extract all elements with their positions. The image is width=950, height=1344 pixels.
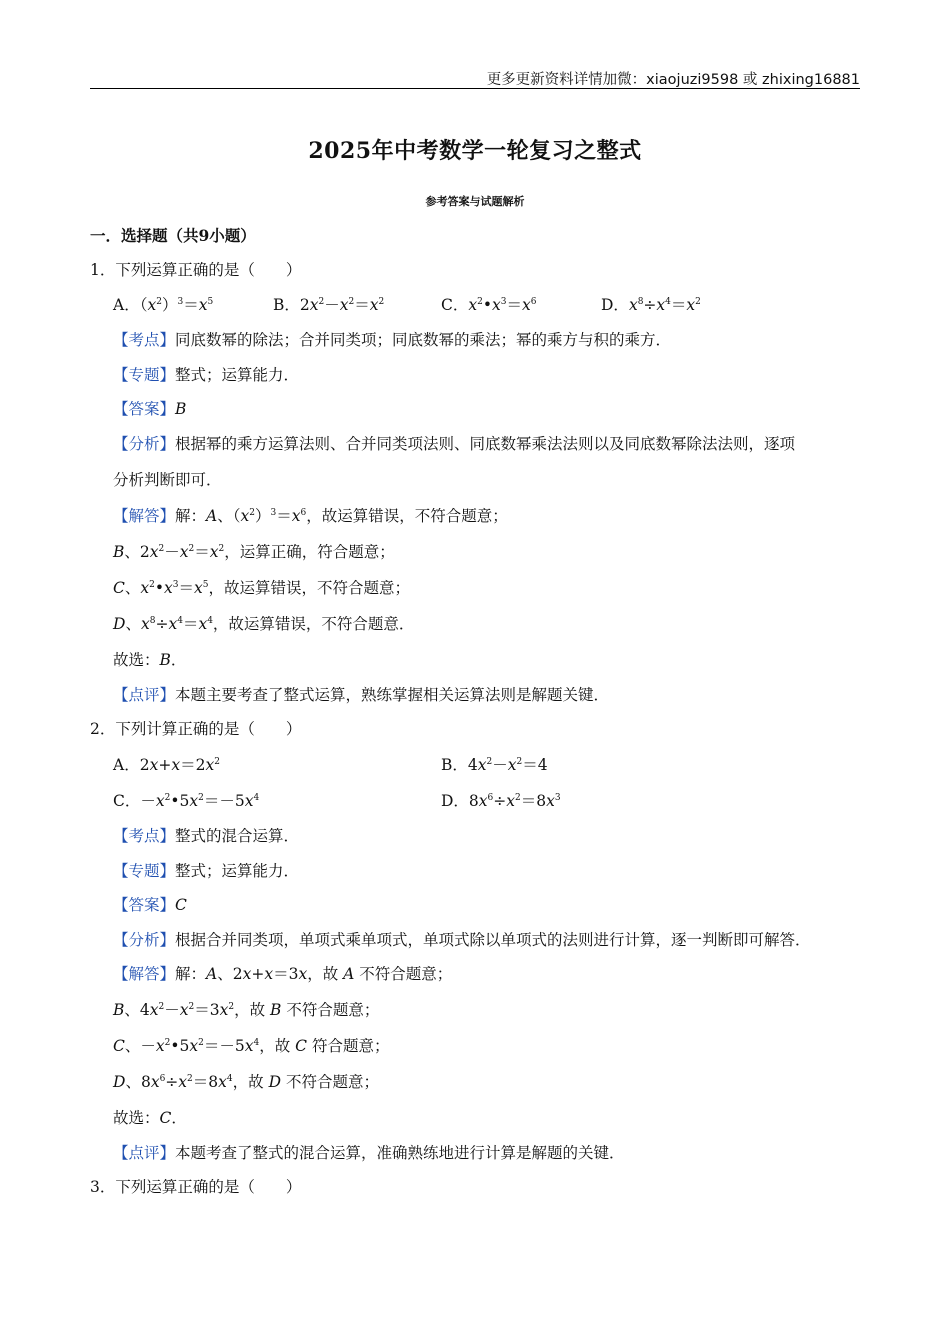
q1-zhuanti-tag: 【专题】 [113,366,176,384]
q2-zhuanti-text: 整式；运算能力． [175,862,300,880]
q1-answer-value: B [175,400,187,418]
q2-fenxi-text: 根据合并同类项，单项式乘单项式，单项式除以单项式的法则进行计算，逐一判断即可解答． [175,931,811,949]
q1-choose: 故选：B． [113,651,187,669]
q2-kaodian [113,826,299,846]
q1-kaodian [113,330,671,350]
q2-kaodian-tag: 【考点】 [113,827,176,845]
q1-option-b: B．$2x^2-x^2=x^2$ [273,296,385,314]
q2-option-b: B．$4x^2-x^2=4$ [441,756,548,774]
q1-kaodian-tag: 【考点】 [113,331,176,349]
q1-fenxi-cont: 分析判断即可． [113,471,222,489]
q2-option-a: A．$2x+x=2x^2$ [113,756,220,774]
q2-fenxi [113,930,811,950]
q2-answer-tag: 【答案】 [113,896,176,914]
q2-jieda-tag: 【解答】 [113,965,176,983]
q2-choose-letter: C [159,1109,172,1127]
q1-jieda-tag: 【解答】 [113,507,176,525]
q1-stem: 1．下列运算正确的是（ ） [90,261,302,279]
q1-option-d: D．$x^8\div x^4=x^2$ [601,296,701,314]
q1-fenxi-text: 根据幂的乘方运算法则、合并同类项法则、同底数幂乘法法则以及同底数幂除法法则，逐项 [175,435,796,453]
q1-jieda-b: B、$2x^2-x^2=x^2$，运算正确，符合题意； [113,543,395,561]
q3-stem: 3．下列运算正确的是（ ） [90,1178,302,1196]
q2-jieda-c: C、$-x^2•5x^2=-5x^4$，故 C 符合题意； [113,1037,390,1055]
q1-dianping-tag: 【点评】 [113,686,176,704]
q1-fenxi-tag: 【分析】 [113,435,176,453]
q1-choose-letter: B [159,651,171,669]
q1-dianping [113,685,609,705]
q1-zhuanti [113,365,299,385]
q1-answer [113,399,186,419]
q2-fenxi-tag: 【分析】 [113,931,176,949]
q1-dianping-text: 本题主要考查了整式运算，熟练掌握相关运算法则是解题关键． [175,686,610,704]
q2-dianping-tag: 【点评】 [113,1144,176,1162]
header-contact: 更多更新资料详情加微：xiaojuzi9598 或 zhixing16881 [486,72,860,88]
q2-kaodian-text: 整式的混合运算． [175,827,300,845]
q1-jieda-c: C、$x^2•x^3=x^5$，故运算错误，不符合题意； [113,579,411,597]
q2-jieda-d: D、$8x^6\div x^2=8x^4$，故 D 不符合题意； [113,1073,379,1091]
q2-option-d: D．$8x^6\div x^2=8x^3$ [441,792,561,810]
q2-dianping-text: 本题考查了整式的混合运算，准确熟练地进行计算是解题的关键． [175,1144,625,1162]
page-subtitle: 参考答案与试题解析 [425,195,525,208]
q2-jieda-b: B、$4x^2-x^2=3x^2$，故 B 不符合题意； [113,1001,380,1019]
q2-jieda-a: 【解答】解：A、2x+x＝3x，故 A 不符合题意； [113,965,453,983]
q1-jieda-a: 【解答】解：A、$(x^2)^3=x^6$，故运算错误，不符合题意； [113,507,508,525]
q2-option-c: C．$-x^2•5x^2=-5x^4$ [113,792,260,810]
q1-jieda-d: D、$x^8\div x^4=x^4$，故运算错误，不符合题意． [113,615,415,633]
section-heading: 一．选择题（共9小题） [90,226,256,245]
q2-answer [113,895,187,915]
page-title: 2025年中考数学一轮复习之整式 [308,138,642,164]
q2-dianping [113,1143,625,1163]
q1-kaodian-text: 同底数幂的除法；合并同类项；同底数幂的乘法；幂的乘方与积的乘方． [175,331,672,349]
q2-answer-value: C [175,896,187,914]
q1-fenxi [113,434,795,454]
q1-option-c: C．$x^2•x^3=x^6$ [441,296,537,314]
q1-option-a: A．$(x^2)^3=x^5$ [113,296,214,314]
q2-zhuanti-tag: 【专题】 [113,862,176,880]
q2-stem: 2．下列计算正确的是（ ） [90,720,302,738]
q1-zhuanti-text: 整式；运算能力． [175,366,300,384]
page-header [90,66,860,89]
q2-zhuanti [113,861,299,881]
q2-choose: 故选：C． [113,1109,187,1127]
q1-answer-tag: 【答案】 [113,400,176,418]
